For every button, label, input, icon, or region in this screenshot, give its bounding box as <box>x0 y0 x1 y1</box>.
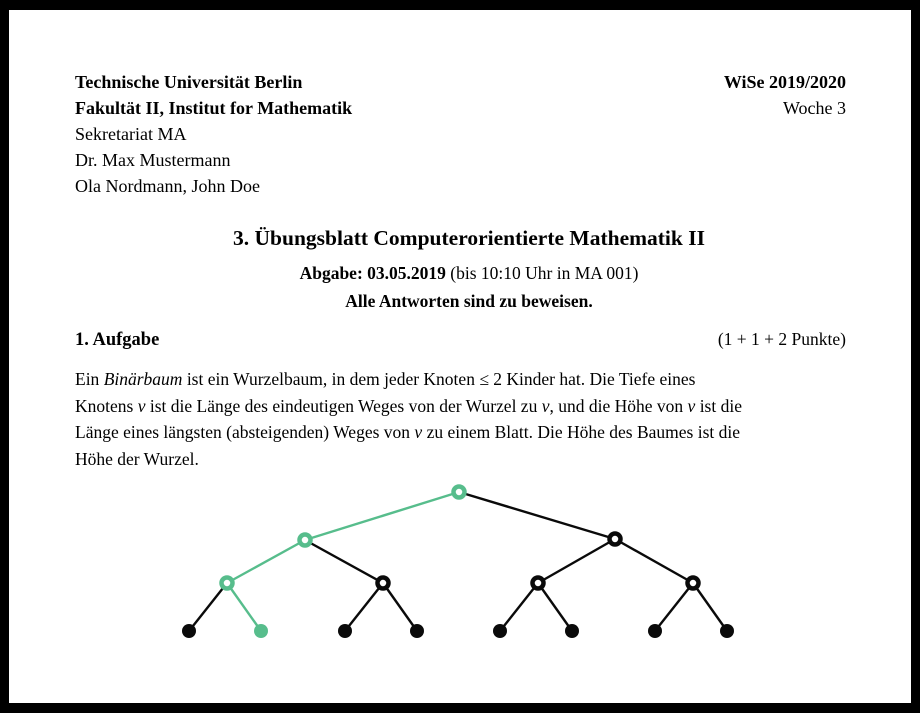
tree-edge-n0-n00 <box>227 540 305 583</box>
tree-node-root <box>454 487 465 498</box>
tree-node-n1 <box>610 534 621 545</box>
tree-node-l0 <box>182 624 196 638</box>
proof-note: Alle Antworten sind zu beweisen. <box>345 291 593 311</box>
tree-edge-n11-l6 <box>655 583 693 631</box>
text-segment: ist die <box>695 395 742 416</box>
week-label: Woche 3 <box>782 98 846 118</box>
lecturer-name: Dr. Max Mustermann <box>75 150 231 170</box>
tree-node-n01 <box>378 578 389 589</box>
office-line: Sekretariat MA <box>75 124 187 144</box>
semester-label: WiSe 2019/2020 <box>723 72 846 92</box>
math-variable: Binärbaum <box>103 369 183 389</box>
deadline-details: (bis 10:10 Uhr in MA 001) <box>445 263 639 283</box>
header-right-block <box>724 69 846 121</box>
paragraph-line <box>75 366 875 393</box>
binary-tree-diagram <box>150 470 770 660</box>
tree-node-n0 <box>300 535 311 546</box>
paragraph-line <box>75 446 875 473</box>
text-segment: Knotens <box>75 395 138 416</box>
assistants-line: Ola Nordmann, John Doe <box>75 176 260 196</box>
tree-edge-root-n1 <box>459 492 615 539</box>
tree-node-l1 <box>254 624 268 638</box>
task-points: (1 + 1 + 2 Punkte) <box>717 329 846 349</box>
task-heading: 1. Aufgabe <box>75 330 160 350</box>
sheet-title: 3. Übungsblatt Computerorientierte Mathematik II <box>233 226 705 250</box>
tree-edge-n01-l3 <box>383 583 417 631</box>
paragraph-line <box>75 419 875 446</box>
math-variable: v <box>687 395 696 416</box>
tree-edge-n10-l4 <box>500 583 538 631</box>
math-variable: v <box>137 395 146 416</box>
tree-node-l6 <box>648 624 662 638</box>
tree-node-l4 <box>493 624 507 638</box>
text-segment: Höhe der Wurzel. <box>75 448 199 469</box>
tree-edge-n00-l1 <box>227 583 261 631</box>
header-left-block <box>75 69 352 199</box>
task-description <box>75 366 875 472</box>
math-variable: v <box>414 422 423 442</box>
tree-node-n10 <box>533 578 544 589</box>
tree-node-n00 <box>222 578 233 589</box>
deadline-date: Abgabe: 03.05.2019 <box>299 263 446 283</box>
math-variable: v <box>541 395 550 416</box>
text-segment: Ein <box>75 369 104 389</box>
text-segment: ist ein Wurzelbaum, in dem jeder Knoten ≤ 2 Kinder hat. Die Tiefe eines <box>182 369 696 389</box>
text-segment: zu einem Blatt. Die Höhe des Baumes ist die <box>422 422 741 442</box>
document-header <box>75 69 846 199</box>
tree-edge-n11-l7 <box>693 583 727 631</box>
tree-edge-n1-n11 <box>615 539 693 583</box>
deadline-line <box>9 263 920 284</box>
tree-edge-n01-l2 <box>345 583 383 631</box>
text-segment: ist die Länge des eindeutigen Weges von der Wurzel zu <box>145 395 542 416</box>
tree-edge-n10-l5 <box>538 583 572 631</box>
tree-edge-n1-n10 <box>538 539 615 583</box>
text-segment: Länge eines längsten (absteigenden) Weges von <box>75 422 415 442</box>
tree-node-l3 <box>410 624 424 638</box>
paragraph-line <box>75 393 875 420</box>
task-heading-row <box>75 329 846 351</box>
tree-node-l5 <box>565 624 579 638</box>
tree-node-n11 <box>688 578 699 589</box>
tree-edge-n00-l0 <box>189 583 227 631</box>
faculty-name: Fakultät II, Institut for Mathematik <box>75 98 353 118</box>
text-segment: , und die Höhe von <box>549 395 688 416</box>
tree-node-l2 <box>338 624 352 638</box>
tree-edge-n0-n01 <box>305 540 383 583</box>
tree-edge-root-n0 <box>305 492 459 540</box>
tree-node-l7 <box>720 624 734 638</box>
institution-name: Technische Universität Berlin <box>75 72 303 92</box>
